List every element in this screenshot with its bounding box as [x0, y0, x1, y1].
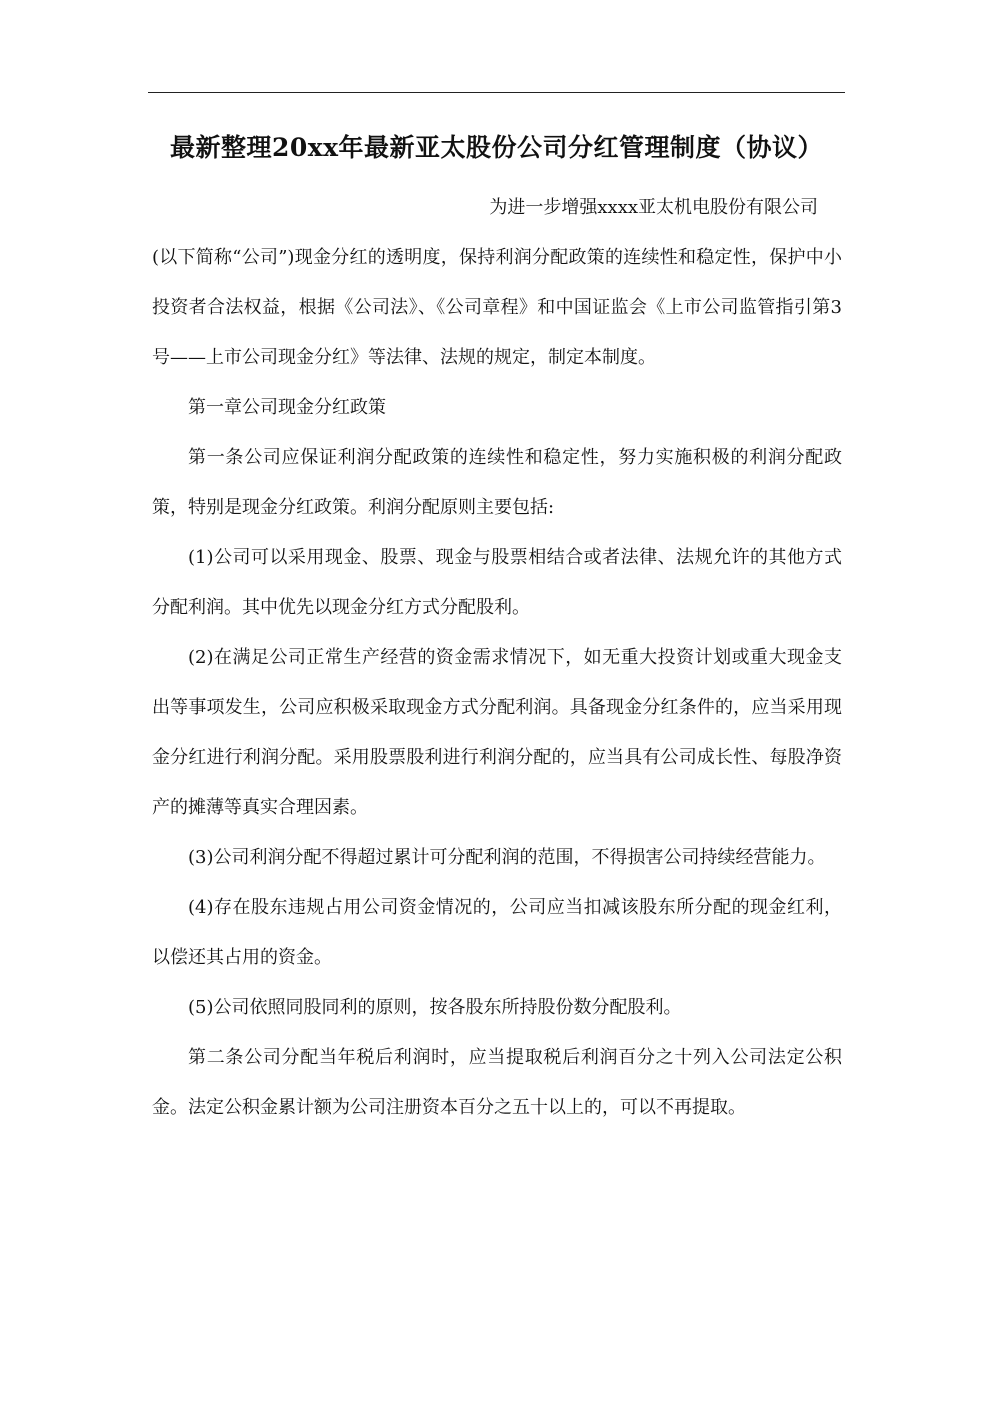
document-body	[152, 183, 842, 1133]
article-1-paragraph: 第一条公司应保证利润分配政策的连续性和稳定性，努力实施积极的利润分配政策，特别是现金分红政策。利润分配原则主要包括:	[152, 447, 842, 518]
list-item-4: (4)存在股东违规占用公司资金情况的，公司应当扣减该股东所分配的现金红利，以偿还其占用的资金。	[152, 897, 842, 968]
list-item-3: (3)公司利润分配不得超过累计可分配利润的范围，不得损害公司持续经营能力。	[188, 847, 826, 868]
list-item-2: (2)在满足公司正常生产经营的资金需求情况下，如无重大投资计划或重大现金支出等事项发生，公司应积极采取现金方式分配利润。具备现金分红条件的，应当采用现金分红进行利润分配。采用股票股利进行利润分配的，应当具有公司成长性、每股净资产的摊薄等真实合理因素。	[152, 647, 842, 818]
list-item-5: (5)公司依照同股同利的原则，按各股东所持股份数分配股利。	[188, 997, 682, 1018]
header-rule	[148, 92, 845, 93]
intro-lead-paragraph: 为进一步增强xxxx亚太机电股份有限公司	[489, 197, 818, 218]
intro-body-paragraph: (以下简称“公司”)现金分红的透明度，保持利润分配政策的连续性和稳定性，保护中小投资者合法权益，根据《公司法》、《公司章程》和中国证监会《上市公司监管指引第3号——上市公司现金分红》等法律、法规的规定，制定本制度。	[152, 247, 842, 368]
document-title: 最新整理20xx年最新亚太股份公司分红管理制度（协议）	[169, 133, 824, 162]
chapter-heading: 第一章公司现金分红政策	[188, 397, 386, 418]
list-item-1: (1)公司可以采用现金、股票、现金与股票相结合或者法律、法规允许的其他方式分配利润。其中优先以现金分红方式分配股利。	[152, 547, 842, 618]
article-2-paragraph: 第二条公司分配当年税后利润时，应当提取税后利润百分之十列入公司法定公积金。法定公积金累计额为公司注册资本百分之五十以上的，可以不再提取。	[152, 1047, 842, 1118]
